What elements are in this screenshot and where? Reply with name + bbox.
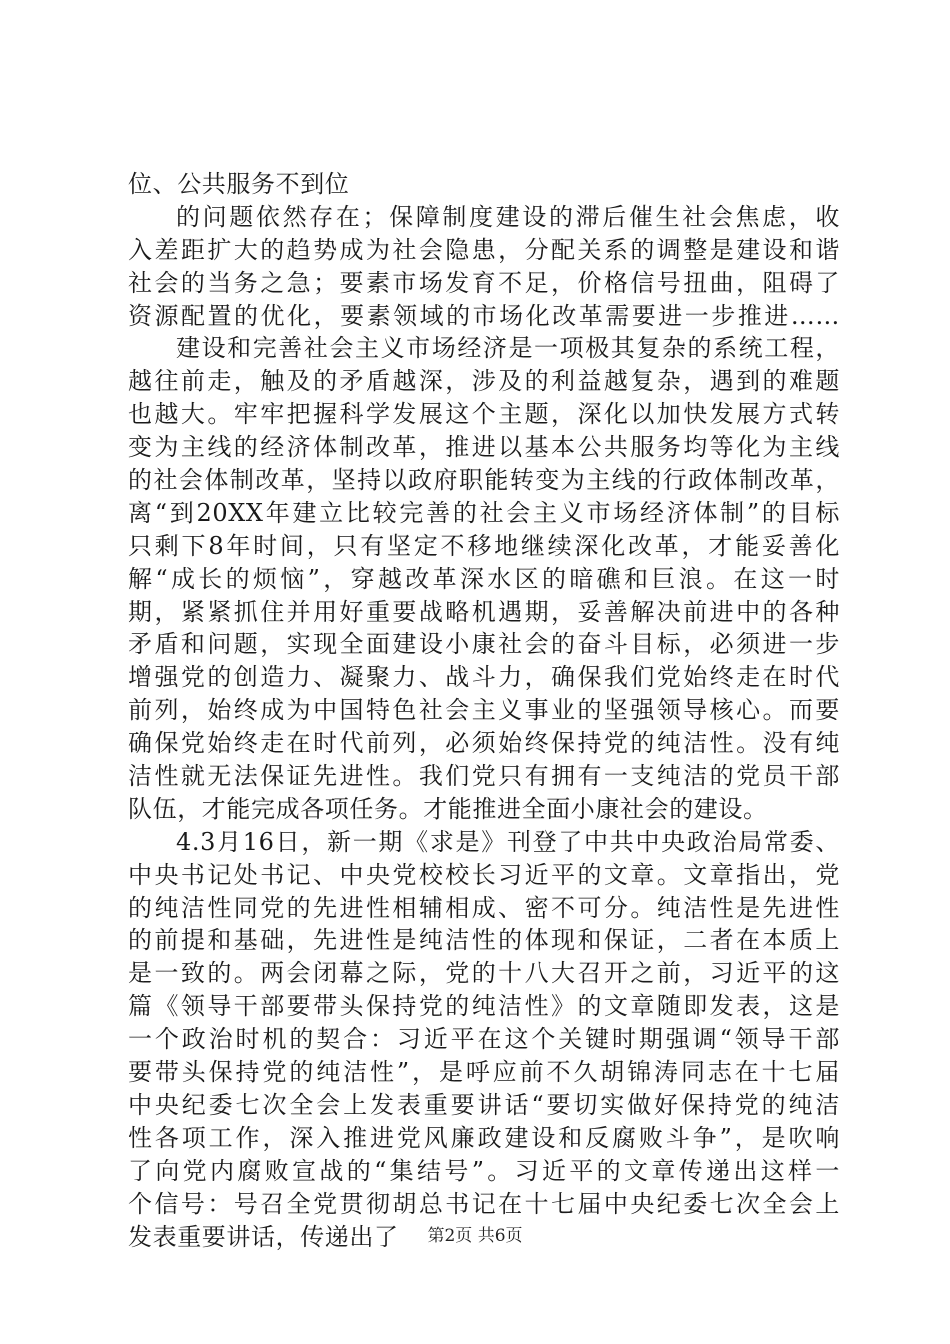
text-line: 性各项工作，深入推进党风廉政建设和反腐败斗争”，是吹响 (128, 1123, 840, 1152)
text-line: 越往前走，触及的矛盾越深，涉及的利益越复杂，遇到的难题 (128, 367, 840, 396)
text-line: 解“成长的烦恼”，穿越改革深水区的暗礁和巨浪。在这一时 (128, 564, 840, 593)
text-line: 4.3月16日，新一期《求是》刊登了中共中央政治局常委、 (176, 827, 840, 856)
text-line: 位、公共服务不到位 (128, 170, 350, 198)
text-line: 期，紧紧抓住并用好重要战略机遇期，妥善解决前进中的各种 (128, 597, 840, 626)
text-line: 洁性就无法保证先进性。我们党只有拥有一支纯洁的党员干部 (128, 762, 840, 791)
text-line: 中央纪委七次全会上发表重要讲话“要切实做好保持党的纯洁 (128, 1090, 840, 1119)
text-line: 增强党的创造力、凝聚力、战斗力，确保我们党始终走在时代 (128, 663, 840, 692)
text-line: 队伍，才能完成各项任务。才能推进全面小康社会的建设。 (128, 794, 768, 823)
text-line: 是一致的。两会闭幕之际，党的十八大召开之前，习近平的这 (128, 959, 840, 988)
text-line: 资源配置的优化，要素领域的市场化改革需要进一步推进…… (128, 301, 840, 330)
text-line: 了向党内腐败宣战的“集结号”。习近平的文章传递出这样一 (128, 1156, 840, 1185)
text-line: 前列，始终成为中国特色社会主义事业的坚强领导核心。而要 (128, 696, 840, 725)
text-line: 的问题依然存在；保障制度建设的滞后催生社会焦虑，收 (176, 202, 840, 231)
body-text (128, 168, 840, 1253)
text-line: 变为主线的经济体制改革，推进以基本公共服务均等化为主线 (128, 433, 840, 462)
text-line: 只剩下8年时间，只有坚定不移地继续深化改革，才能妥善化 (128, 531, 840, 560)
text-line: 发表重要讲话，传递出了 (128, 1222, 399, 1251)
text-line: 入差距扩大的趋势成为社会隐患，分配关系的调整是建设和谐 (128, 235, 840, 264)
text-line: 离“到20XX年建立比较完善的社会主义市场经济体制”的目标 (128, 498, 840, 527)
text-line: 也越大。牢牢把握科学发展这个主题，深化以加快发展方式转 (128, 400, 840, 429)
text-line: 一个政治时机的契合：习近平在这个关键时期强调“领导干部 (128, 1025, 840, 1054)
text-line: 个信号：号召全党贯彻胡总书记在十七届中央纪委七次全会上 (128, 1189, 840, 1218)
text-line: 的前提和基础，先进性是纯洁性的体现和保证，二者在本质上 (128, 926, 840, 955)
text-line: 篇《领导干部要带头保持党的纯洁性》的文章随即发表，这是 (128, 992, 840, 1021)
text-line: 的纯洁性同党的先进性相辅相成、密不可分。纯洁性是先进性 (128, 893, 840, 922)
text-line: 要带头保持党的纯洁性”，是呼应前不久胡锦涛同志在十七届 (128, 1058, 840, 1087)
text-line: 建设和完善社会主义市场经济是一项极其复杂的系统工程， (176, 334, 840, 363)
text-line: 矛盾和问题，实现全面建设小康社会的奋斗目标，必须进一步 (128, 630, 840, 659)
text-line: 社会的当务之急；要素市场发育不足，价格信号扭曲，阻碍了 (128, 268, 840, 297)
page-footer: 第2页 共6页 (427, 1226, 523, 1246)
text-line: 确保党始终走在时代前列，必须始终保持党的纯洁性。没有纯 (128, 729, 840, 758)
text-line: 中央书记处书记、中央党校校长习近平的文章。文章指出，党 (128, 860, 840, 889)
text-line: 的社会体制改革，坚持以政府职能转变为主线的行政体制改革， (128, 466, 840, 495)
